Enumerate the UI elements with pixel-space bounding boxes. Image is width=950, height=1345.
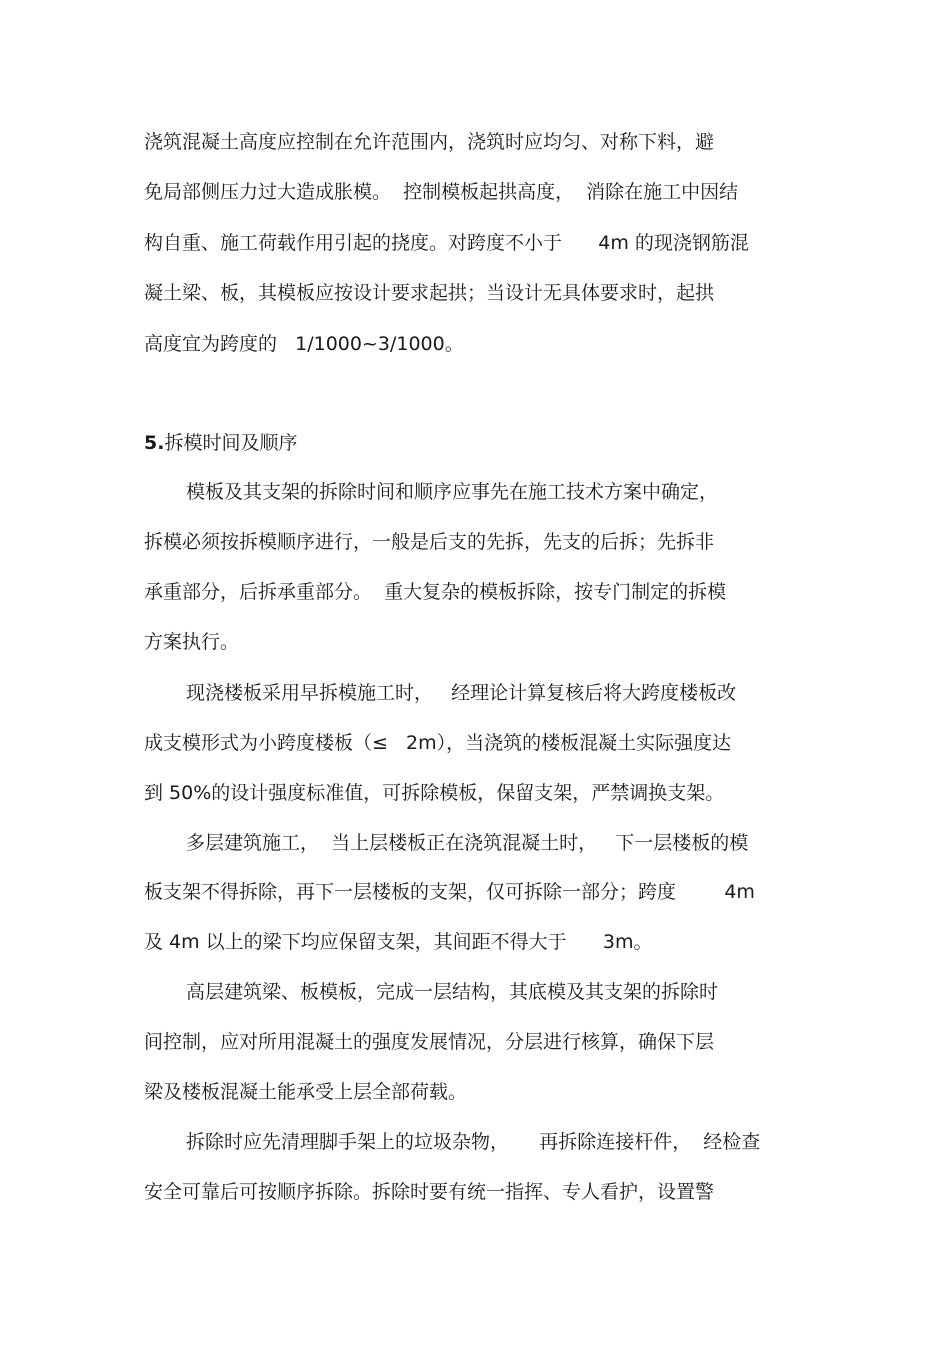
text-line: 高层建筑梁、板模板，完成一层结构，其底模及其支架的拆除时	[186, 981, 719, 1003]
text-line: 成支模形式为小跨度楼板（≤ 2m），当浇筑的楼板混凝土实际强度达	[144, 732, 732, 754]
text-line: 免局部侧压力过大造成胀模。 控制模板起拱高度， 消除在施工中因结	[144, 181, 739, 203]
text-line: 凝土梁、板，其模板应按设计要求起拱；当设计无具体要求时，起拱	[144, 282, 715, 304]
text-line: 及 4m 以上的梁下均应保留支架，其间距不得大于 3m。	[144, 931, 653, 953]
text-line: 方案执行。	[144, 631, 240, 653]
section-title: 拆模时间及顺序	[164, 432, 298, 454]
text-line: 浇筑混凝土高度应控制在允许范围内，浇筑时应均匀、对称下料，避	[144, 131, 715, 153]
text-line: 高度宜为跨度的 1/1000~3/1000。	[144, 333, 464, 355]
text-line: 梁及楼板混凝土能承受上层全部荷载。	[144, 1081, 468, 1103]
text-line: 多层建筑施工， 当上层楼板正在浇筑混凝土时， 下一层楼板的模	[186, 832, 749, 854]
text-line: 承重部分，后拆承重部分。 重大复杂的模板拆除，按专门制定的拆模	[144, 581, 727, 603]
text-line: 到 50%的设计强度标准值，可拆除模板，保留支架，严禁调换支架。	[144, 782, 725, 804]
text-line: 现浇楼板采用早拆模施工时， 经理论计算复核后将大跨度楼板改	[186, 682, 737, 704]
text-line: 拆模必须按拆模顺序进行，一般是后支的先拆，先支的后拆；先拆非	[144, 531, 715, 553]
section-heading	[144, 431, 297, 455]
text-line: 构自重、施工荷载作用引起的挠度。对跨度不小于 4m 的现浇钢筋混	[144, 232, 749, 254]
text-line: 模板及其支架的拆除时间和顺序应事先在施工技术方案中确定，	[186, 481, 719, 503]
section-number: 5.	[144, 432, 165, 454]
text-line: 拆除时应先清理脚手架上的垃圾杂物， 再拆除连接杆件， 经检查	[186, 1131, 761, 1153]
text-line: 安全可靠后可按顺序拆除。拆除时要有统一指挥、专人看护，设置警	[144, 1181, 715, 1203]
text-line: 板支架不得拆除，再下一层楼板的支架，仅可拆除一部分；跨度 4m	[144, 881, 755, 903]
text-line: 间控制，应对所用混凝土的强度发展情况，分层进行核算，确保下层	[144, 1031, 715, 1053]
